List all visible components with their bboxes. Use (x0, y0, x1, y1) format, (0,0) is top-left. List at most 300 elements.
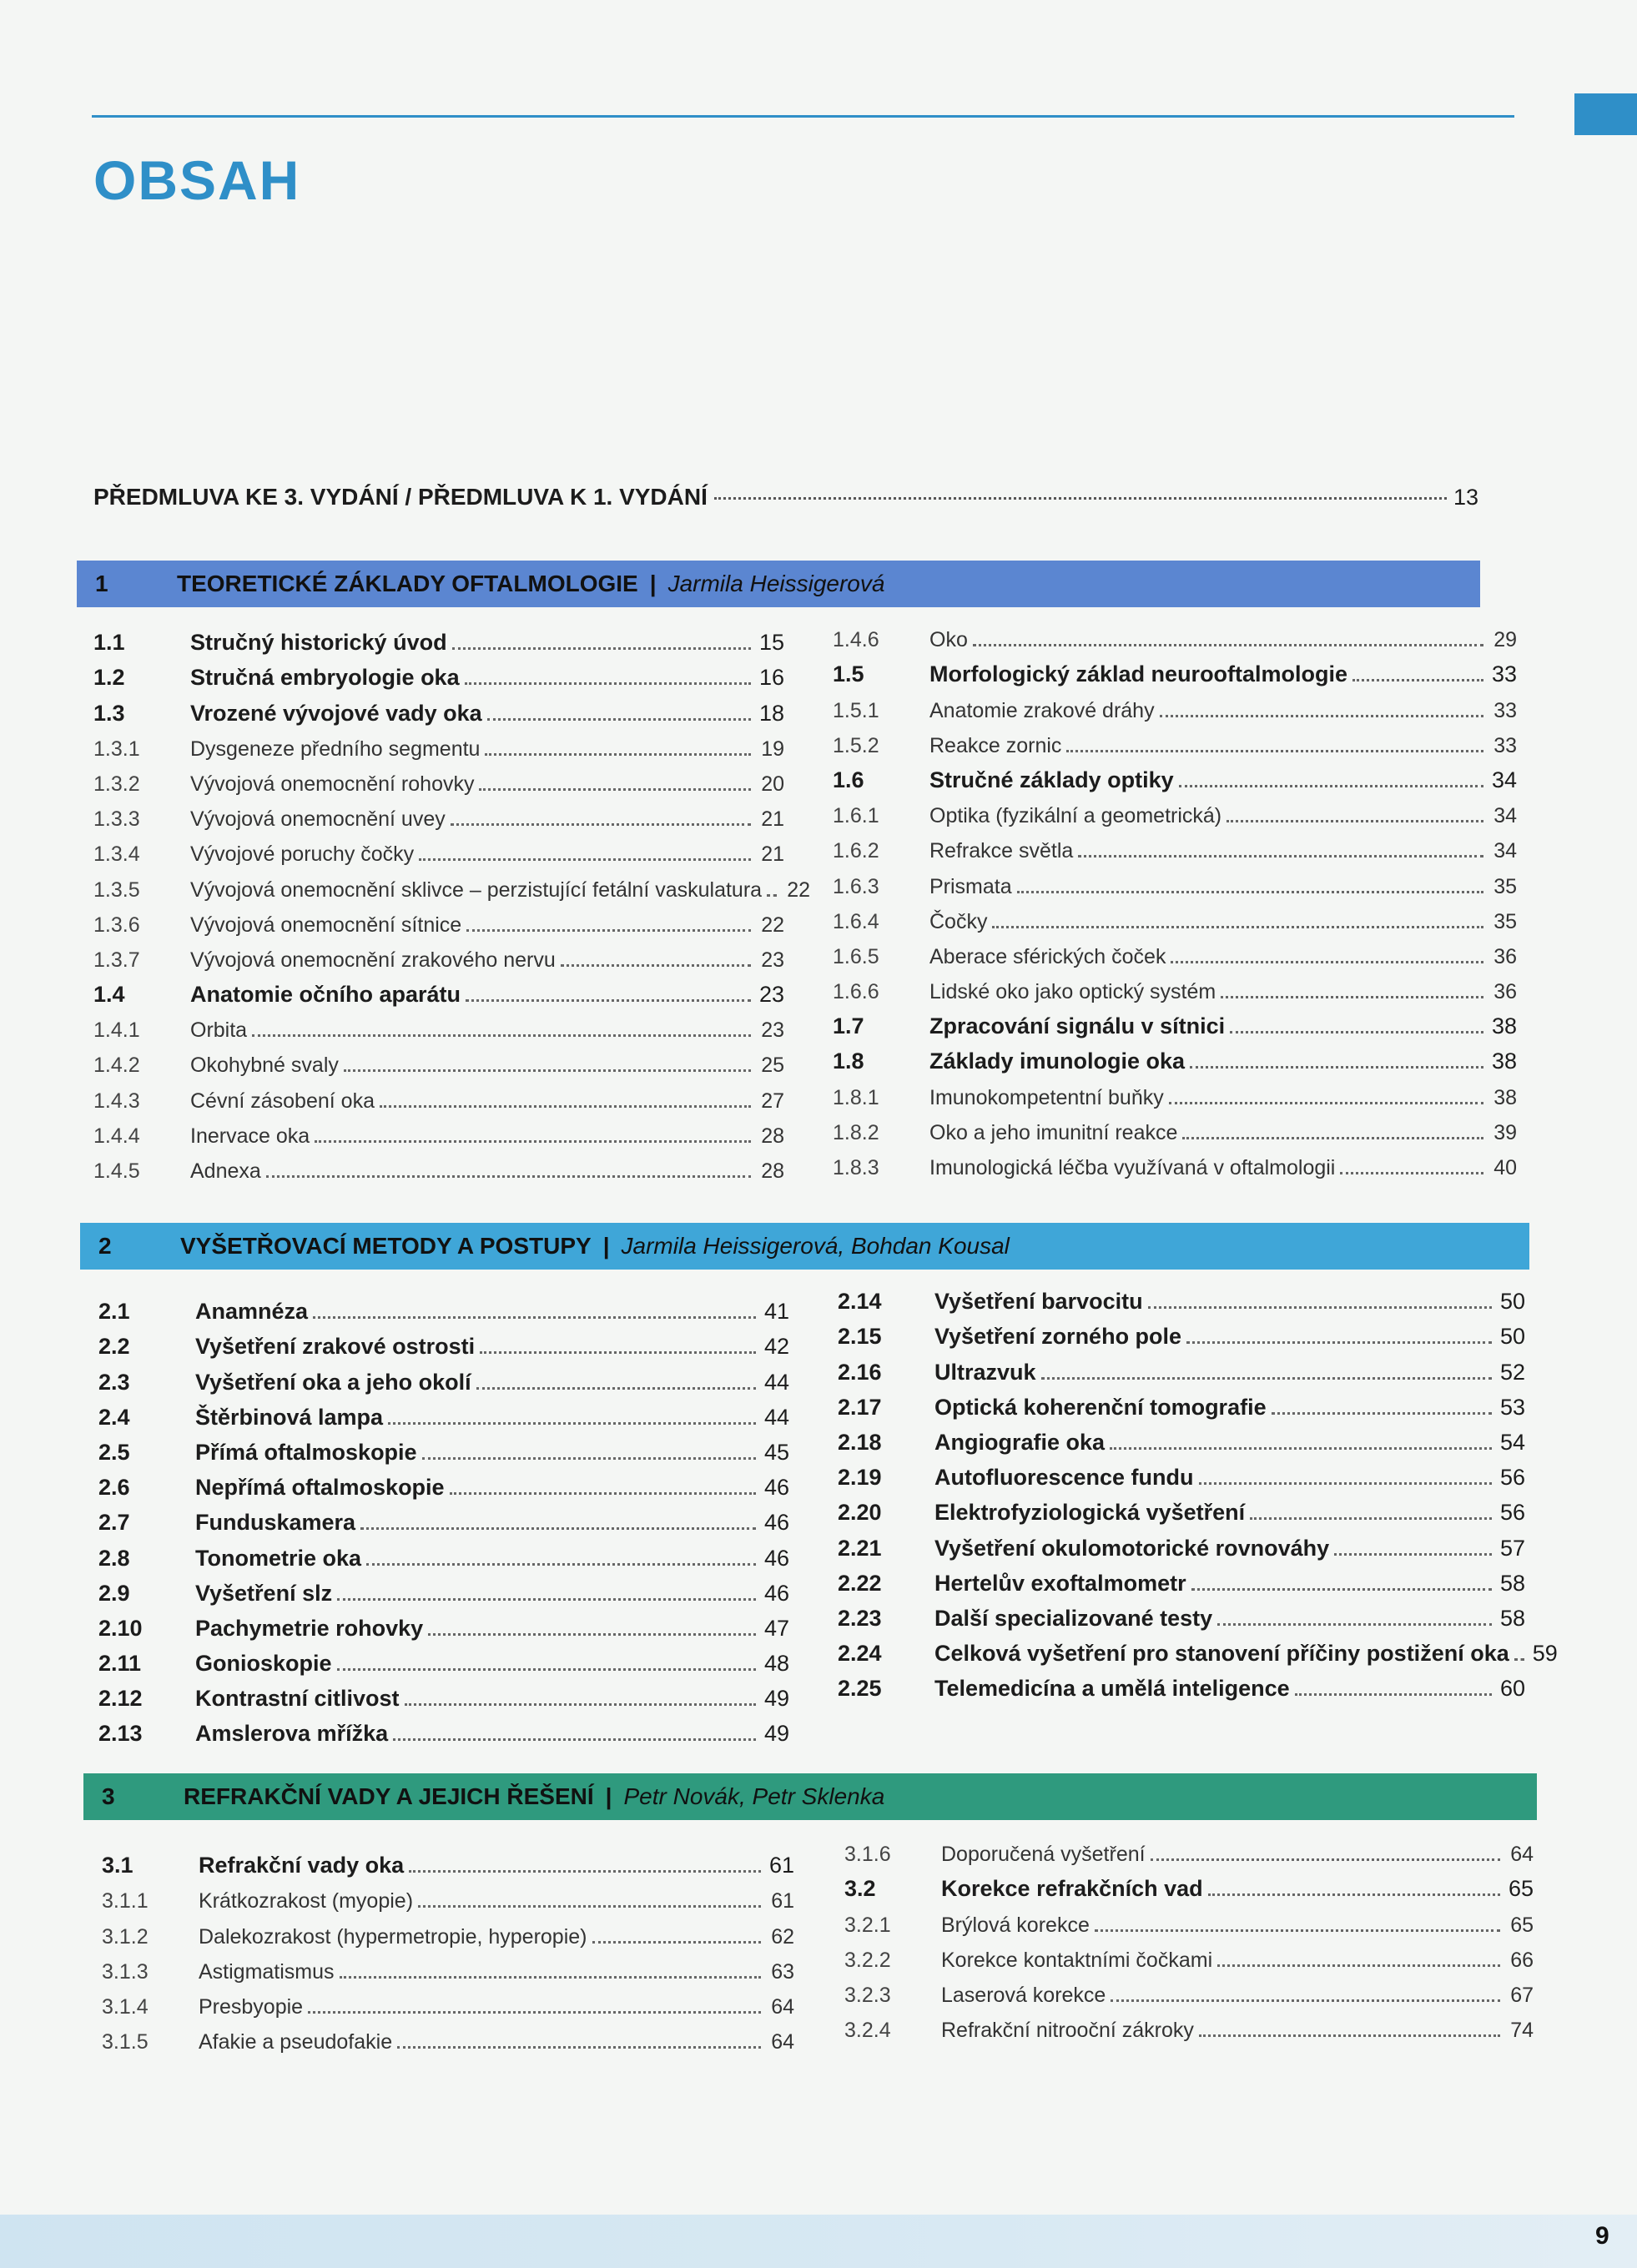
toc-entry[interactable] (93, 941, 784, 976)
entry-page: 33 (1493, 733, 1517, 757)
toc-entry[interactable] (833, 762, 1517, 797)
leader-dots (466, 999, 751, 1002)
leader-dots (409, 1870, 761, 1873)
entry-title: Vrozené vývojové vady oka (190, 700, 482, 726)
leader-dots (1226, 820, 1483, 822)
leader-dots (1295, 1693, 1492, 1696)
toc-entry[interactable] (833, 1043, 1517, 1078)
entry-page: 61 (768, 1853, 794, 1878)
chapter-1-left-column (93, 624, 811, 1187)
toc-entry[interactable] (838, 1424, 1525, 1459)
entry-title: Afakie a pseudofakie (199, 2030, 393, 2054)
leader-dots (366, 1563, 756, 1566)
toc-entry[interactable] (844, 1870, 1534, 1905)
entry-title: Angiografie oka (934, 1429, 1106, 1455)
entry-number: 2.3 (98, 1369, 130, 1395)
entry-page: 64 (771, 2030, 794, 2054)
entry-page: 49 (763, 1686, 789, 1712)
entry-number: 2.19 (838, 1465, 882, 1491)
leader-dots (337, 1668, 756, 1671)
leader-dots (1078, 855, 1483, 857)
separator: | (649, 571, 657, 596)
entry-number: 1.6.2 (833, 839, 879, 863)
entry-number: 1.6.6 (833, 980, 879, 1004)
toc-entry[interactable] (833, 832, 1517, 867)
entry-number: 2.14 (838, 1289, 882, 1315)
entry-number: 3.1.6 (844, 1843, 891, 1867)
leader-dots (315, 1140, 751, 1143)
entry-title: Refrakční nitrooční zákroky (941, 2019, 1194, 2043)
entry-number: 2.10 (98, 1615, 143, 1641)
entry-page: 44 (763, 1369, 789, 1395)
toc-entry[interactable] (833, 1149, 1517, 1184)
entry-page: 42 (763, 1334, 789, 1360)
chapter-number: 1 (95, 571, 108, 596)
entry-page: 35 (1493, 874, 1517, 898)
entry-number: 2.16 (838, 1359, 882, 1385)
toc-entry[interactable] (838, 1670, 1525, 1705)
toc-entry[interactable] (833, 1008, 1517, 1043)
entry-number: 1.8.1 (833, 1085, 879, 1109)
entry-number: 1.8.3 (833, 1156, 879, 1179)
entry-page: 56 (1499, 1465, 1525, 1491)
leader-dots (1148, 1306, 1492, 1309)
entry-title: Brýlová korekce (941, 1913, 1090, 1937)
entry-number: 1.3 (93, 700, 125, 726)
entry-number: 3.2.2 (844, 1948, 891, 1972)
toc-entry[interactable] (98, 1715, 789, 1750)
entry-number: 2.18 (838, 1429, 882, 1455)
entry-title: Tonometrie oka (195, 1545, 362, 1571)
entry-page: 46 (763, 1545, 789, 1571)
entry-title: Orbita (190, 1018, 248, 1043)
toc-entry[interactable] (838, 1389, 1525, 1424)
entry-number: 3.1.4 (102, 1994, 149, 2019)
toc-entry[interactable] (838, 1353, 1525, 1388)
footer-band (0, 2215, 1637, 2268)
toc-entry[interactable] (844, 1941, 1534, 1976)
leader-dots (485, 753, 751, 756)
entry-title: Laserová korekce (941, 1983, 1106, 2007)
page-number: 9 (1595, 2222, 1609, 2250)
toc-entry[interactable] (838, 1600, 1525, 1635)
preface-entry[interactable] (93, 484, 1478, 510)
entry-page: 16 (758, 665, 784, 691)
leader-dots (1182, 1137, 1483, 1139)
entry-page: 33 (1493, 698, 1517, 722)
toc-entry[interactable] (102, 1988, 794, 2023)
leader-dots (422, 1457, 756, 1460)
leader-dots (344, 1069, 751, 1072)
entry-title: Doporučená vyšetření (941, 1843, 1146, 1867)
entry-number: 3.2.1 (844, 1913, 891, 1937)
entry-number: 3.1 (102, 1853, 133, 1878)
leader-dots (337, 1598, 756, 1601)
leader-dots (466, 929, 751, 932)
entry-number: 1.5.2 (833, 733, 879, 757)
entry-number: 2.22 (838, 1570, 882, 1596)
toc-entry[interactable] (93, 906, 784, 941)
entry-title: Oko a jeho imunitní reakce (929, 1120, 1178, 1144)
toc-entry[interactable] (833, 903, 1517, 938)
entry-number: 1.4.2 (93, 1054, 140, 1078)
entry-number: 1.8.2 (833, 1120, 879, 1144)
toc-entry[interactable] (102, 1847, 794, 1882)
leader-dots (252, 1034, 751, 1037)
entry-number: 1.8 (833, 1049, 864, 1074)
toc-entry[interactable] (93, 694, 784, 729)
toc-entry[interactable] (833, 797, 1517, 832)
toc-entry[interactable] (838, 1459, 1525, 1494)
entry-title: Vývojová onemocnění sklivce – perzistující fetální vaskulatura (190, 878, 763, 902)
toc-entry[interactable] (833, 867, 1517, 902)
leader-dots (1334, 1553, 1492, 1556)
toc-entry[interactable] (833, 691, 1517, 726)
toc-entry[interactable] (98, 1680, 789, 1715)
entry-title: Vývojová onemocnění sítnice (190, 913, 462, 937)
toc-entry[interactable] (833, 656, 1517, 691)
entry-page: 41 (763, 1299, 789, 1325)
toc-entry[interactable] (102, 1953, 794, 1988)
entry-page: 46 (763, 1475, 789, 1501)
leader-dots (1221, 996, 1483, 998)
entry-page: 33 (1491, 661, 1517, 687)
leader-dots (1514, 1658, 1524, 1661)
toc-entry[interactable] (98, 1645, 789, 1680)
leader-dots (1151, 1858, 1500, 1861)
entry-number: 1.6.4 (833, 909, 879, 933)
leader-dots (450, 1492, 756, 1495)
toc-entry[interactable] (93, 1152, 784, 1187)
leader-dots (418, 1905, 761, 1908)
toc-entry[interactable] (93, 800, 784, 835)
separator: | (602, 1233, 610, 1259)
entry-page: 38 (1491, 1013, 1517, 1039)
toc-entry[interactable] (833, 1114, 1517, 1149)
entry-number: 2.23 (838, 1605, 882, 1631)
entry-page: 40 (1493, 1156, 1517, 1179)
entry-page: 45 (763, 1439, 789, 1465)
entry-title: Imunokompetentní buňky (929, 1085, 1164, 1109)
entry-page: 35 (1493, 909, 1517, 933)
entry-number: 2.24 (838, 1641, 882, 1667)
toc-entry[interactable] (838, 1635, 1558, 1670)
leader-dots (1230, 1031, 1483, 1033)
toc-entry[interactable] (838, 1529, 1525, 1564)
entry-page: 64 (1510, 1843, 1534, 1867)
leader-dots (1160, 715, 1483, 717)
leader-dots (428, 1633, 756, 1636)
entry-number: 2.4 (98, 1404, 130, 1430)
entry-title: Funduskamera (195, 1510, 356, 1536)
chapter-2-right-column (838, 1283, 1558, 1705)
entry-number: 2.1 (98, 1299, 130, 1325)
entry-page: 25 (761, 1054, 784, 1078)
leader-dots (1199, 1482, 1492, 1485)
entry-page: 38 (1493, 1085, 1517, 1109)
entry-page: 21 (761, 842, 784, 867)
entry-title: Elektrofyziologická vyšetření (934, 1500, 1246, 1526)
chapter-1-right-column (833, 621, 1517, 1184)
entry-title: Čočky (929, 909, 988, 933)
leader-dots (1111, 1999, 1500, 2002)
corner-tab (1574, 93, 1637, 135)
entry-page: 44 (763, 1404, 789, 1430)
entry-title: Stručný historický úvod (190, 630, 447, 656)
leader-dots (487, 718, 751, 721)
toc-entry[interactable] (93, 835, 784, 870)
toc-entry[interactable] (93, 976, 784, 1011)
leader-dots (313, 1316, 756, 1319)
entry-page: 23 (758, 982, 784, 1008)
entry-number: 3.2 (844, 1876, 876, 1902)
entry-title: Astigmatismus (199, 1959, 335, 1984)
entry-title: Autofluorescence fundu (934, 1465, 1194, 1491)
entry-title: Cévní zásobení oka (190, 1089, 375, 1113)
entry-number: 1.6 (833, 767, 864, 792)
toc-entry[interactable] (98, 1399, 789, 1434)
toc-entry[interactable] (833, 938, 1517, 973)
toc-entry[interactable] (838, 1283, 1525, 1318)
toc-entry[interactable] (98, 1328, 789, 1363)
toc-entry[interactable] (838, 1318, 1525, 1353)
entry-page: 34 (1493, 804, 1517, 828)
entry-page: 59 (1532, 1641, 1558, 1667)
entry-page: 18 (758, 700, 784, 726)
entry-number: 2.7 (98, 1510, 130, 1536)
entry-number: 1.6.3 (833, 874, 879, 898)
entry-number: 3.2.3 (844, 1983, 891, 2007)
entry-title: Inervace oka (190, 1124, 310, 1148)
toc-entry[interactable] (833, 727, 1517, 762)
entry-page: 74 (1510, 2019, 1534, 2043)
toc-entry[interactable] (93, 1011, 784, 1046)
entry-page: 22 (761, 913, 784, 937)
chapter-authors: Jarmila Heissigerová, Bohdan Kousal (621, 1233, 1010, 1259)
entry-number: 1.5 (833, 661, 864, 687)
entry-title: Refrakční vady oka (199, 1853, 405, 1878)
leader-dots (1199, 2034, 1500, 2037)
toc-entry[interactable] (93, 1117, 784, 1152)
entry-page: 15 (758, 630, 784, 656)
toc-entry[interactable] (98, 1293, 789, 1328)
entry-page: 56 (1499, 1500, 1525, 1526)
entry-number: 1.3.3 (93, 807, 140, 832)
chapter-1-bar[interactable] (77, 561, 1480, 607)
leader-dots (1171, 961, 1483, 963)
chapter-title: TEORETICKÉ ZÁKLADY OFTALMOLOGIE (177, 571, 638, 596)
toc-entry[interactable] (93, 1081, 784, 1116)
entry-title: Vyšetření okulomotorické rovnováhy (934, 1535, 1330, 1561)
leader-dots (1191, 1588, 1492, 1591)
leader-dots (393, 1738, 756, 1741)
entry-page: 58 (1499, 1605, 1525, 1631)
entry-title: Morfologický základ neurooftalmologie (929, 661, 1348, 687)
toc-entry[interactable] (844, 1835, 1534, 1870)
toc-entry[interactable] (93, 870, 811, 905)
entry-number: 1.4 (93, 982, 125, 1008)
toc-entry[interactable] (98, 1469, 789, 1504)
leader-dots (1208, 1893, 1500, 1896)
leader-dots (480, 1351, 756, 1354)
entry-title: Optika (fyzikální a geometrická) (929, 804, 1222, 828)
toc-entry[interactable] (98, 1434, 789, 1469)
toc-entry[interactable] (98, 1363, 789, 1398)
entry-number: 1.4.6 (833, 628, 879, 652)
entry-number: 1.6.1 (833, 804, 879, 828)
entry-number: 1.6.5 (833, 944, 879, 968)
entry-page: 63 (771, 1959, 794, 1984)
chapter-number: 3 (102, 1783, 115, 1809)
leader-dots (1066, 750, 1483, 752)
entry-title: Vývojové poruchy čočky (190, 842, 415, 867)
entry-page: 38 (1491, 1049, 1517, 1074)
entry-page: 52 (1499, 1359, 1525, 1385)
preface-page: 13 (1453, 485, 1478, 510)
entry-title: Anamnéza (195, 1299, 309, 1325)
entry-number: 1.7 (833, 1013, 864, 1039)
chapter-2-bar[interactable] (80, 1223, 1529, 1270)
leader-dots (992, 926, 1483, 928)
chapter-title: VYŠETŘOVACÍ METODY A POSTUPY (180, 1233, 592, 1259)
entry-number: 2.20 (838, 1500, 882, 1526)
toc-entry[interactable] (838, 1565, 1525, 1600)
toc-entry[interactable] (98, 1610, 789, 1645)
entry-page: 57 (1499, 1535, 1525, 1561)
leader-dots (451, 823, 751, 826)
toc-entry[interactable] (102, 1917, 794, 1952)
toc-entry[interactable] (833, 1078, 1517, 1113)
entry-number: 3.1.3 (102, 1959, 149, 1984)
entry-title: Optická koherenční tomografie (934, 1394, 1267, 1420)
leader-dots (714, 497, 1447, 500)
toc-entry[interactable] (98, 1575, 789, 1610)
entry-page: 50 (1499, 1324, 1525, 1350)
entry-page: 19 (761, 737, 784, 761)
leader-dots (1340, 1172, 1483, 1174)
entry-title: Vyšetření slz (195, 1580, 333, 1606)
toc-entry[interactable] (844, 1976, 1534, 2011)
leader-dots (1110, 1447, 1492, 1450)
entry-number: 2.9 (98, 1580, 130, 1606)
entry-number: 3.1.2 (102, 1924, 149, 1949)
toc-entry[interactable] (844, 2011, 1534, 2046)
entry-number: 2.6 (98, 1475, 130, 1501)
entry-title: Stručná embryologie oka (190, 665, 460, 691)
entry-title: Vývojová onemocnění uvey (190, 807, 446, 832)
entry-title: Amslerova mřížka (195, 1721, 389, 1747)
entry-page: 22 (787, 878, 811, 902)
entry-title: Anatomie očního aparátu (190, 982, 461, 1008)
chapter-2-left-column (98, 1293, 789, 1750)
entry-title: Vývojová onemocnění rohovky (190, 772, 475, 796)
entry-title: Krátkozrakost (myopie) (199, 1889, 414, 1913)
entry-page: 50 (1499, 1289, 1525, 1315)
entry-title: Prismata (929, 874, 1012, 898)
entry-title: Dalekozrakost (hypermetropie, hyperopie) (199, 1924, 587, 1949)
entry-page: 61 (771, 1889, 794, 1913)
entry-number: 1.3.6 (93, 913, 140, 937)
leader-dots (1190, 1066, 1483, 1069)
entry-page: 66 (1510, 1948, 1534, 1972)
entry-number: 2.2 (98, 1334, 130, 1360)
chapter-3-bar[interactable] (83, 1773, 1537, 1820)
toc-entry[interactable] (838, 1494, 1525, 1529)
leader-dots (1186, 1341, 1492, 1344)
toc-entry[interactable] (844, 1905, 1534, 1940)
entry-page: 27 (761, 1089, 784, 1113)
toc-entry[interactable] (93, 659, 784, 694)
entry-page: 23 (761, 948, 784, 972)
entry-page: 28 (761, 1124, 784, 1148)
entry-title: Nepřímá oftalmoskopie (195, 1475, 445, 1501)
page-title: OBSAH (93, 149, 301, 211)
toc-entry[interactable] (833, 973, 1517, 1008)
entry-page: 21 (761, 807, 784, 832)
leader-dots (388, 1422, 756, 1425)
toc-entry[interactable] (833, 621, 1517, 656)
leader-dots (1169, 1102, 1483, 1104)
leader-dots (1179, 785, 1483, 787)
entry-title: Vyšetření zrakové ostrosti (195, 1334, 476, 1360)
entry-title: Základy imunologie oka (929, 1049, 1186, 1074)
entry-title: Reakce zornic (929, 733, 1062, 757)
toc-entry[interactable] (98, 1504, 789, 1539)
toc-entry[interactable] (93, 730, 784, 765)
entry-title: Dysgeneze předního segmentu (190, 737, 481, 761)
entry-number: 3.1.1 (102, 1889, 149, 1913)
entry-title: Korekce kontaktními čočkami (941, 1948, 1213, 1972)
entry-title: Štěrbinová lampa (195, 1404, 384, 1430)
entry-page: 62 (771, 1924, 794, 1949)
leader-dots (308, 2011, 761, 2014)
leader-dots (397, 2046, 761, 2049)
toc-entry[interactable] (93, 624, 784, 659)
chapter-authors: Jarmila Heissigerová (667, 571, 885, 596)
toc-entry[interactable] (102, 2023, 794, 2058)
leader-dots (561, 964, 751, 967)
entry-number: 1.5.1 (833, 698, 879, 722)
entry-number: 1.3.5 (93, 878, 140, 902)
entry-title: Pachymetrie rohovky (195, 1615, 424, 1641)
chapter-authors: Petr Novák, Petr Sklenka (623, 1783, 885, 1809)
entry-title: Zpracování signálu v sítnici (929, 1013, 1226, 1039)
entry-title: Vývojová onemocnění zrakového nervu (190, 948, 556, 972)
entry-page: 36 (1493, 980, 1517, 1004)
entry-page: 46 (763, 1510, 789, 1536)
entry-page: 49 (763, 1721, 789, 1747)
leader-dots (419, 858, 751, 861)
leader-dots (1017, 891, 1483, 893)
top-rule (92, 115, 1514, 118)
toc-entry[interactable] (98, 1539, 789, 1574)
entry-title: Refrakce světla (929, 839, 1074, 863)
entry-number: 2.5 (98, 1439, 130, 1465)
leader-dots (465, 682, 751, 685)
toc-entry[interactable] (93, 765, 784, 800)
entry-number: 1.3.4 (93, 842, 140, 867)
entry-number: 1.4.1 (93, 1018, 140, 1043)
leader-dots (452, 647, 751, 650)
toc-entry[interactable] (93, 1046, 784, 1081)
toc-entry[interactable] (102, 1882, 794, 1917)
leader-dots (973, 644, 1483, 646)
entry-page: 65 (1510, 1913, 1534, 1937)
leader-dots (476, 1387, 756, 1390)
entry-number: 2.25 (838, 1676, 882, 1702)
entry-title: Anatomie zrakové dráhy (929, 698, 1155, 722)
entry-title: Korekce refrakčních vad (941, 1876, 1203, 1902)
